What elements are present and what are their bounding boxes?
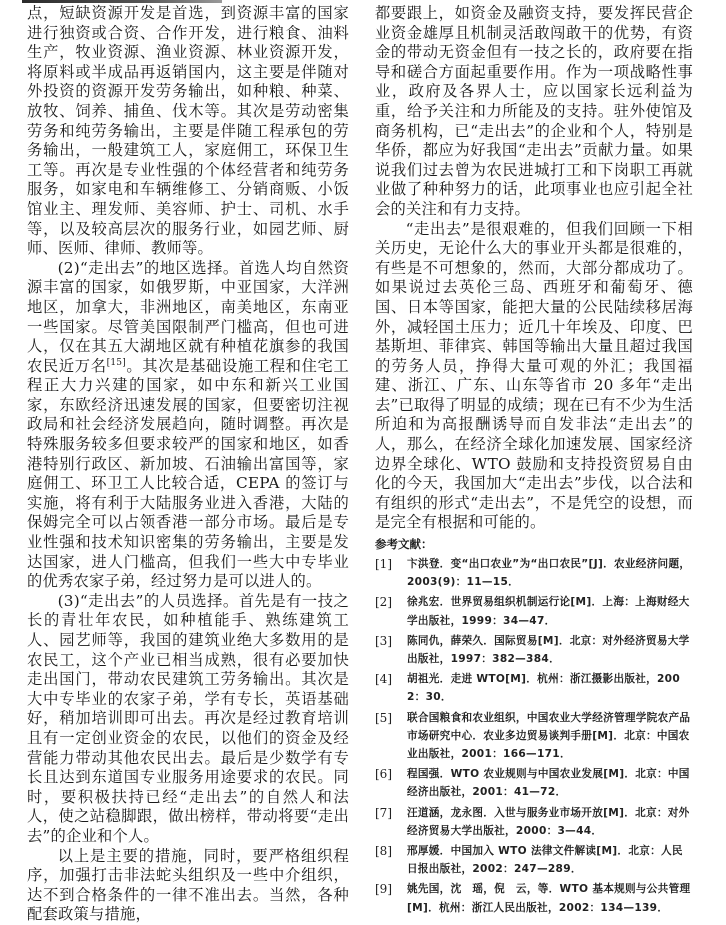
reference-item: [375, 670, 693, 706]
reference-text: 徐兆宏．世界贸易组织机制运行论[M]．上海：上海财经大学出版社，1999：34—47．: [407, 596, 690, 627]
reference-item: [375, 709, 693, 764]
paragraph-text: 。其次是基础设施工程和住宅工程正大力兴建的国家，如中东和新兴工业国家，东欧经济迅速发展的国家，但要密切注视政局和社会经济发展趋向，随时调整。再次是特殊服务较多但要求较严的国家和地区，如香港特别行政区、新加坡、石油输出富国等，家庭佣工、环卫工人比较合适，CEPA 的签订与实施，将有利于大陆服务业进入香港，大陆的保姆完全可以占领香港一部分市场。最后是专业性强和技术知识密集的劳务输出，主要是发达国家，进人门槛高，但我们一些大中专毕业的优秀农家子弟，经过努力是可以进人的。: [27, 356, 349, 591]
reference-number: [7]: [375, 805, 392, 820]
reference-item: [375, 842, 693, 878]
reference-text: 汪道涵，龙永图．入世与服务业市场开放[M]．北京：对外经济贸易大学出版社，2000：3—44．: [407, 806, 690, 837]
left-column: [27, 4, 349, 925]
body-paragraph: 以上是主要的措施，同时，要严格组织程序，加强打击非法蛇头组织及一些中介组织，达不到合格条件的一律不准出去。当然，各种配套政策与措施，: [27, 846, 349, 924]
reference-text: 胡祖光．走进 WTO[M]．杭州：浙江摄影出版社，2002：30．: [407, 673, 681, 704]
reference-text: 卞洪登．变“出口农业”为“出口农民”[J]．农业经济问题，2003(9)：11—15．: [407, 558, 691, 589]
reference-item: [375, 555, 693, 591]
reference-number: [6]: [375, 767, 392, 782]
reference-number: [5]: [375, 710, 392, 725]
body-paragraph: “走出去”是很艰难的，但我们回顾一下相关历史，无论什么大的事业开头都是很难的，有些是不可想象的，然而，大部分都成功了。如果说过去英伦三岛、西班牙和葡萄牙、德国、日本等国家，能把大量的公民陆续移居海外，减轻国土压力；近几十年埃及、印度、巴基斯坦、菲律宾、韩国等输出大量且超过我国的劳务人员，挣得大量可观的外汇；我国福建、浙江、广东、山东等省市 20 多年“走出去”已取得了明显的成绩；现在已有不少为生活所迫和为高报酬诱导而自发非法“走出去”的人，那么，在经济全球化加速发展、国家经济边界全球化、WTO 鼓励和支持投资贸易自由化的今天，我国加大“走出去”步伐，以合法和有组织的形式“走出去”，不是凭空的设想，而是完全有根据和可能的。: [375, 219, 693, 532]
reference-text: 陈同仇，薛荣久．国际贸易[M]．北京：对外经济贸易大学出版社，1997：382—384．: [407, 634, 690, 666]
reference-item: [375, 765, 693, 801]
reference-number: [9]: [375, 882, 392, 897]
body-paragraph: 都要跟上，如资金及融资支持，要发挥民营企业资金雄厚且机制灵活敢闯敢干的优势，有资金的带动无资金但有一技之长的，政府要在指导和磋合方面起重要作用。作为一项战略性事业，政府及各界人士，应以国家长远利益为重，给予关注和力所能及的支持。驻外使馆及商务机构，已“走出去”的企业和个人，特别是华侨，都应为好我国“走出去”贡献力量。如果说我们过去曾为农民进城打工和下岗职工再就业做了种种努力的话，此项事业也应引起全社会的关注和有力支持。: [375, 4, 693, 218]
reference-number: [8]: [375, 844, 392, 859]
body-paragraph-region-selection: [27, 259, 349, 592]
right-column: [375, 4, 693, 919]
reference-number: [3]: [375, 633, 392, 648]
reference-text: 邢厚媛．中国加入 WTO 法律文件解读[M]．北京：人民日报出版社，2002：247—289．: [407, 845, 683, 876]
paragraph-text: (2)“走出去”的地区选择。首选人均自然资源丰富的国家，如俄罗斯，中亚国家，大洋洲地区，加拿大，非洲地区，南美地区，东南亚一些国家。尽管美国限制严门槛高，但也可进人，仅在其五大湖地区就有种植花旗参的我国农民近万名: [27, 258, 349, 375]
reference-item: [375, 632, 693, 668]
reference-number: [4]: [375, 672, 392, 687]
body-paragraph-personnel-selection: (3)“走出去”的人员选择。首先是有一技之长的青壮年农民，如种植能手、熟练建筑工人、园艺师等，我国的建筑业绝大多数用的是农民工，这个产业已相当成熟，很有必要加快走出国门，带动农民建筑工劳务输出。其次是大中专毕业的农家子弟，学有专长，英语基础好，稍加培训即可出去。再次是经过教育培训且有一定创业资金的农民，以他们的资金及经营能力带动其他农民出去。最后是少数学有专长且达到东道国专业服务用途要求的农民。同时，要积极扶持已经“走出去”的自然人和法人，使之站稳脚跟，做出榜样，带动将要“走出去”的企业和个人。: [27, 591, 349, 845]
body-paragraph: 点，短缺资源开发是首选，到资源丰富的国家进行独资或合资、合作开发，进行粮食、油料生产，牧业资源、渔业资源、林业资源开发，将原料或半成品再返销国内，这主要是伴随对外投资的资源开发劳务输出，如种粮、种菜、放牧、饲养、捕鱼、伐木等。其次是劳动密集劳务和纯劳务输出，主要是伴随工程承包的劳务输出，一般建筑工人，家庭佣工，环保卫生工等。再次是专业性强的个体经营者和纯劳务服务，如家电和车辆维修工、分销商贩、小饭馆业主、理发师、美容师、护士、司机、水手等，以及较高层次的服务行业，如园艺师、厨师、医师、律师、教师等。: [27, 4, 349, 258]
reference-item: [375, 593, 693, 629]
citation-marker: [15]: [106, 357, 126, 368]
references-list: [375, 555, 693, 917]
references-heading: 参考文献：: [375, 537, 433, 552]
reference-number: [2]: [375, 595, 392, 610]
top-edge-rule: [22, 0, 222, 3]
reference-text: 姚先国，沈 瑶，倪 云，等．WTO 基本规则与公共管理[M]．杭州：浙江人民出版社，2002：134—139．: [407, 883, 691, 914]
reference-number: [1]: [375, 557, 392, 572]
reference-text: 程国强．WTO 农业规则与中国农业发展[M]．北京：中国经济出版社，2001：41—72．: [407, 768, 690, 799]
reference-text: 联合国粮食和农业组织，中国农业大学经济管理学院农产品市场研究中心．农业多边贸易谈判手册[M]．北京：中国农业出版社，2001：166—171．: [407, 711, 691, 761]
reference-item: [375, 804, 693, 840]
reference-item: [375, 880, 693, 916]
